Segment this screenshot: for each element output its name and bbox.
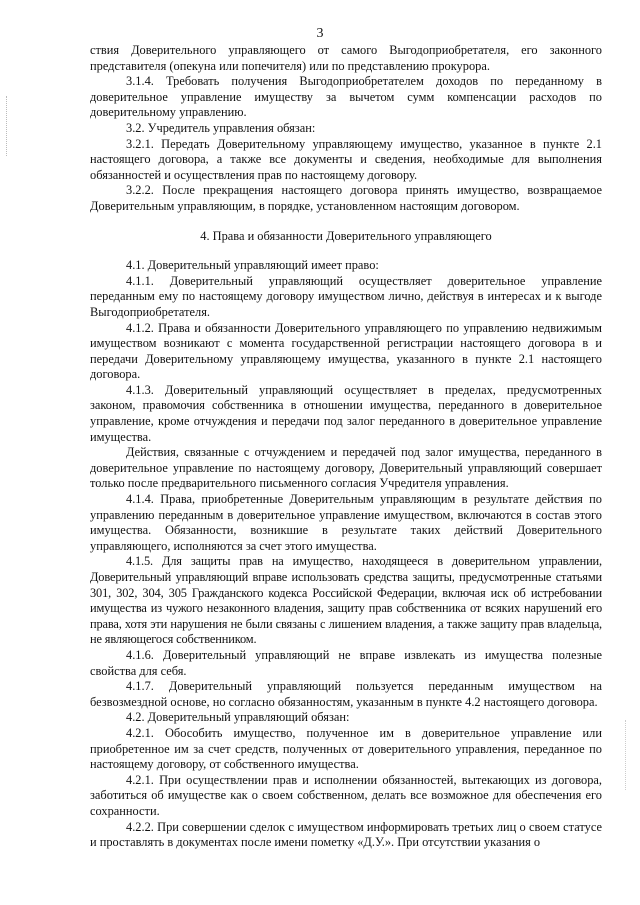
document-body [90, 43, 602, 851]
page-number: 3 [316, 26, 324, 41]
clause-4-2: 4.2. Доверительный управляющий обязан: [126, 710, 350, 725]
paragraph-pledge-actions: Действия, связанные с отчуждением и передачей под залог имущества, переданного в доверительное управление по настоящему договору, Доверительный управляющий совершает только после предварительного письменного согласия Учредителя управления. [90, 445, 602, 491]
clause-3-2-2: 3.2.2. После прекращения настоящего договора принять имущество, возвращаемое Доверительным управляющим, в порядке, установленном настоящим договором. [90, 183, 602, 213]
paragraph-continuation: ствия Доверительного управляющего от самого Выгодоприобретателя, его законного представителя (опекуна или попечителя) или по представлению прокурора. [90, 43, 602, 73]
clause-4-1-7: 4.1.7. Доверительный управляющий пользуется переданным имуществом на безвозмездной основе, но согласно обязанностям, указанным в пункте 4.2 настоящего договора. [90, 679, 602, 709]
clause-4-1-6: 4.1.6. Доверительный управляющий не вправе извлекать из имущества полезные свойства для себя. [90, 647, 602, 678]
clause-4-1-2: 4.1.2. Права и обязанности Доверительного управляющего по управлению недвижимым имуществом возникают с момента государственной регистрации настоящего договора в и передачи Доверительному управляющему имущества, указанного в пункте 2.1 настоящего договора. [90, 320, 602, 382]
clause-4-1-4: 4.1.4. Права, приобретенные Доверительным управляющим в результате действия по управлению переданным в доверительное управление имуществом, включаются в состав этого имущества. Обязанности, возникшие в результате таких действий Доверительного управляющего, исполняются за счет этого имущества. [90, 492, 602, 553]
clause-4-2-1-b: 4.2.1. При осуществлении прав и исполнении обязанностей, вытекающих из договора, заботиться об имуществе как о своем собственном, делать все возможное для обеспечения его сохранности. [90, 772, 602, 818]
clause-4-1-1: 4.1.1. Доверительный управляющий осуществляет доверительное управление переданным ему по настоящему договору имуществом лично, действуя в интересах и к выгоде Выгодоприобретателя. [90, 273, 602, 319]
section-title: 4. Права и обязанности Доверительного управляющего [200, 228, 492, 243]
scan-edge-marks [6, 96, 9, 156]
clause-4-1-5: 4.1.5. Для защиты прав на имущество, находящееся в доверительном управлении, Доверительный управляющий вправе использовать средства защиты, предусмотренные статьями 301, 302, 304, 305 Гражданского кодекса Российской Федерации, включая иск об истребовании имущества из чужого незаконного владения, защиту прав собственника от всяких нарушений его права, хотя эти нарушения не были связаны с лишением владения, а также защиту прав владельца, не являющегося собственником. [90, 554, 602, 647]
clause-4-2-1-a: 4.2.1. Обособить имущество, полученное им в доверительное управление или приобретенное им за счет средств, полученных от доверительного управления, переданное по настоящему договору, от собственного имущества. [90, 725, 602, 772]
clause-3-2: 3.2. Учредитель управления обязан: [126, 120, 316, 135]
clause-3-2-1: 3.2.1. Передать Доверительному управляющему имущество, указанное в пункте 2.1 настоящего договора, а также все документы и сведения, необходимые для выполнения обязанностей и осуществления прав по настоящему договору. [90, 136, 602, 182]
scan-edge-marks [625, 720, 628, 790]
clause-4-2-2: 4.2.2. При совершении сделок с имуществом информировать третьих лиц о своем статусе и проставлять в документах после имени пометку «Д.У.». При отсутствии указания о [90, 819, 602, 850]
clause-3-1-4: 3.1.4. Требовать получения Выгодоприобретателем доходов по переданному в доверительное управление имуществу за вычетом сумм компенсации расходов по доверительному управлению. [90, 74, 602, 120]
clause-4-1-3: 4.1.3. Доверительный управляющий осуществляет в пределах, предусмотренных законом, правомочия собственника в отношении имущества, переданного в доверительное управление, кроме отчуждения и передачи под залог переданного в доверительное управление имущества. [90, 382, 602, 444]
clause-4-1: 4.1. Доверительный управляющий имеет право: [126, 258, 379, 273]
